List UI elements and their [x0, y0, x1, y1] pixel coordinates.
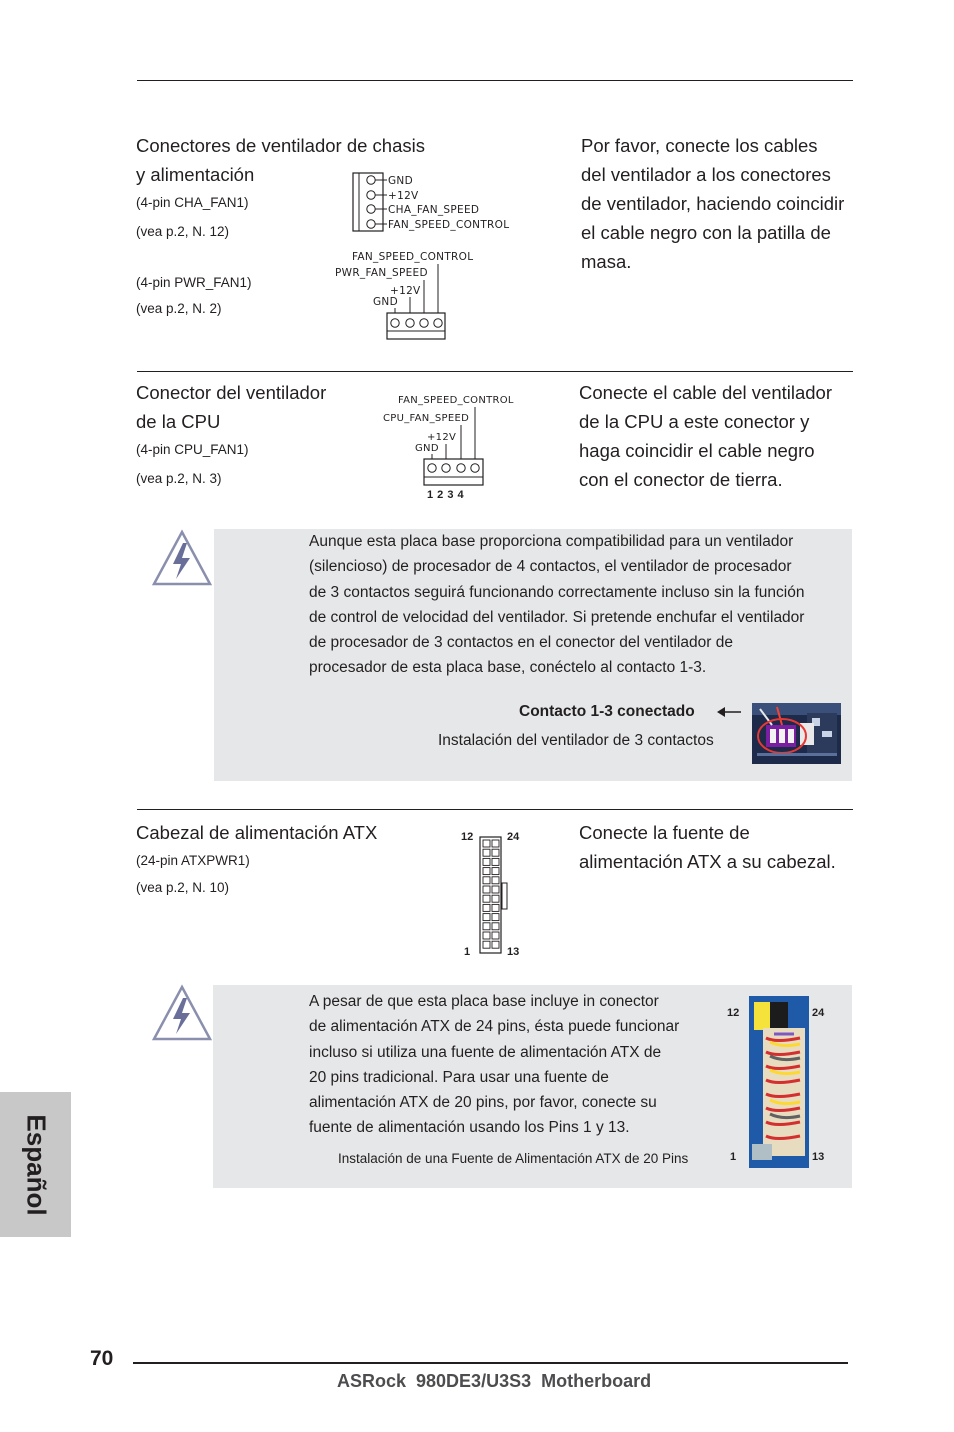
- cha-fan-pin: (4-pin CHA_FAN1): [136, 195, 249, 210]
- photo-pin-tl: 12: [727, 1007, 740, 1019]
- cpu-label-control: FAN_SPEED_CONTROL: [398, 395, 514, 406]
- cha-fan-diagram: [350, 170, 540, 234]
- atx-pin: [492, 895, 499, 902]
- cha-fan-ref: (vea p.2, N. 12): [136, 224, 230, 239]
- section3-description: [579, 818, 859, 876]
- atx-pin: [492, 849, 499, 856]
- section2-desc-line: Conecte el cable del ventilador: [579, 382, 832, 403]
- note1-line: (silencioso) de procesador de 4 contactos, el ventilador de procesador: [309, 558, 792, 576]
- atx-pin: [492, 914, 499, 921]
- pwr-label-control: FAN_SPEED_CONTROL: [352, 251, 474, 263]
- note1-line: procesador de esta placa base, conéctelo al contacto 1-3.: [309, 659, 707, 677]
- atx-pin-tr: 24: [507, 831, 520, 843]
- cpu-pin-numbers: 1 2 3 4: [427, 489, 464, 501]
- atx-pin: [483, 941, 490, 948]
- cpu-label-speed: CPU_FAN_SPEED: [383, 413, 470, 424]
- cha-label-control: FAN_SPEED_CONTROL: [388, 219, 510, 231]
- note2-text: [309, 989, 719, 1141]
- atx-pin: [483, 858, 490, 865]
- cpu-fan-ref: (vea p.2, N. 3): [136, 471, 222, 486]
- section1-title-line2: y alimentación: [136, 164, 255, 185]
- note2-line: incluso si utiliza una fuente de alimentación ATX de: [309, 1043, 662, 1061]
- pwr-fan-diagram: [330, 247, 490, 343]
- section3-desc-line: alimentación ATX a su cabezal.: [579, 851, 836, 872]
- header-rule: [137, 80, 853, 81]
- section1-description: [581, 131, 861, 276]
- atx-pin: [483, 904, 490, 911]
- language-label: Español: [21, 1113, 51, 1216]
- atx-pin-br: 13: [507, 946, 520, 958]
- atx-ref: (vea p.2, N. 10): [136, 880, 230, 895]
- section3-title: Cabezal de alimentación ATX: [136, 822, 378, 843]
- section2-description: [579, 378, 859, 494]
- note2-caption: Instalación de una Fuente de Alimentación ATX de 20 Pins: [338, 1151, 689, 1166]
- atx-pin: (24-pin ATXPWR1): [136, 853, 250, 868]
- section-divider: [137, 371, 853, 372]
- atx-pin: [483, 914, 490, 921]
- atx-pin: [483, 868, 490, 875]
- note2-line: alimentación ATX de 20 pins, por favor, conecte su: [309, 1094, 657, 1112]
- section3-desc-line: Conecte la fuente de: [579, 822, 750, 843]
- fan-connector-photo: [752, 703, 841, 764]
- atx-pin: [483, 895, 490, 902]
- cha-label-12v: +12V: [388, 190, 419, 202]
- warning-icon: [151, 529, 213, 587]
- atx-pin-bl: 1: [464, 946, 471, 958]
- pwr-fan-ref: (vea p.2, N. 2): [136, 301, 222, 316]
- photo-pin-tr: 24: [812, 1007, 825, 1019]
- warning-icon: [151, 984, 213, 1042]
- atx-connector-diagram: [458, 825, 528, 965]
- cpu-fan-pin: (4-pin CPU_FAN1): [136, 442, 249, 457]
- cpu-label-gnd: GND: [415, 443, 439, 454]
- cpu-fan-diagram: [380, 390, 515, 505]
- note1-line: de procesador de 3 contactos en el conector del ventilador de: [309, 634, 733, 652]
- atx-pin: [492, 886, 499, 893]
- page-number: 70: [90, 1347, 114, 1370]
- photo-pin-br: 13: [812, 1151, 825, 1163]
- note1-text: [309, 529, 854, 681]
- section1-desc-line: de ventilador, haciendo coincidir: [581, 193, 845, 214]
- section2-title-line1: Conector del ventilador: [136, 382, 327, 403]
- atx-pin: [483, 923, 490, 930]
- atx-pin: [492, 941, 499, 948]
- atx-pin: [492, 904, 499, 911]
- atx-pin: [492, 858, 499, 865]
- section1-desc-line: el cable negro con la patilla de: [581, 222, 831, 243]
- note2-line: de alimentación ATX de 24 pins, ésta puede funcionar: [309, 1018, 680, 1036]
- footer-rule: [133, 1362, 848, 1364]
- atx-pin: [483, 932, 490, 939]
- note1-caption-bold: Contacto 1-3 conectado: [519, 703, 695, 720]
- footer-product: ASRock 980DE3/U3S3 Motherboard: [337, 1371, 652, 1391]
- atx-pin: [492, 868, 499, 875]
- note2-line: 20 pins tradicional. Para usar una fuente de: [309, 1068, 609, 1086]
- section2-desc-line: de la CPU a este conector y: [579, 411, 810, 432]
- pwr-fan-pin: (4-pin PWR_FAN1): [136, 275, 252, 290]
- pwr-label-speed: PWR_FAN_SPEED: [335, 267, 428, 279]
- note2-line: A pesar de que esta placa base incluye in conector: [309, 993, 659, 1010]
- note2-line: fuente de alimentación usando los Pins 1 y 13.: [309, 1119, 630, 1137]
- section1-desc-line: del ventilador a los conectores: [581, 164, 831, 185]
- section1-title-line1: Conectores de ventilador de chasis: [136, 135, 425, 156]
- pwr-label-12v: +12V: [390, 285, 421, 297]
- atx-pin: [483, 840, 490, 847]
- atx-pin: [483, 849, 490, 856]
- arrow-left-icon: [716, 705, 742, 719]
- atx-pin: [492, 923, 499, 930]
- note1-line: de control de velocidad del ventilador. Si pretende enchufar el ventilador: [309, 608, 805, 626]
- atx-pin: [492, 877, 499, 884]
- language-side-tab: [0, 1092, 71, 1237]
- atx-pin: [483, 877, 490, 884]
- atx-installation-photo: [724, 994, 834, 1170]
- atx-pin: [492, 840, 499, 847]
- atx-pin-tl: 12: [461, 831, 474, 843]
- section1-desc-line: masa.: [581, 251, 632, 272]
- cha-label-gnd: GND: [388, 175, 413, 187]
- note1-line: Aunque esta placa base proporciona compatibilidad para un ventilador: [309, 533, 794, 550]
- cha-label-speed: CHA_FAN_SPEED: [388, 204, 480, 216]
- atx-pin: [483, 886, 490, 893]
- atx-pin-grid: [483, 840, 499, 948]
- section2-desc-line: con el conector de tierra.: [579, 469, 783, 490]
- section1-desc-line: Por favor, conecte los cables: [581, 135, 818, 156]
- photo-pin-bl: 1: [730, 1151, 737, 1163]
- section2-title-line2: de la CPU: [136, 411, 221, 432]
- atx-pin: [492, 932, 499, 939]
- section2-desc-line: haga coincidir el cable negro: [579, 440, 815, 461]
- section-divider: [137, 809, 853, 810]
- cpu-label-12v: +12V: [427, 432, 457, 443]
- pwr-label-gnd: GND: [373, 296, 398, 308]
- note1-line: de 3 contactos seguirá funcionando correctamente incluso sin la función: [309, 583, 805, 601]
- note1-caption: Instalación del ventilador de 3 contactos: [438, 732, 714, 749]
